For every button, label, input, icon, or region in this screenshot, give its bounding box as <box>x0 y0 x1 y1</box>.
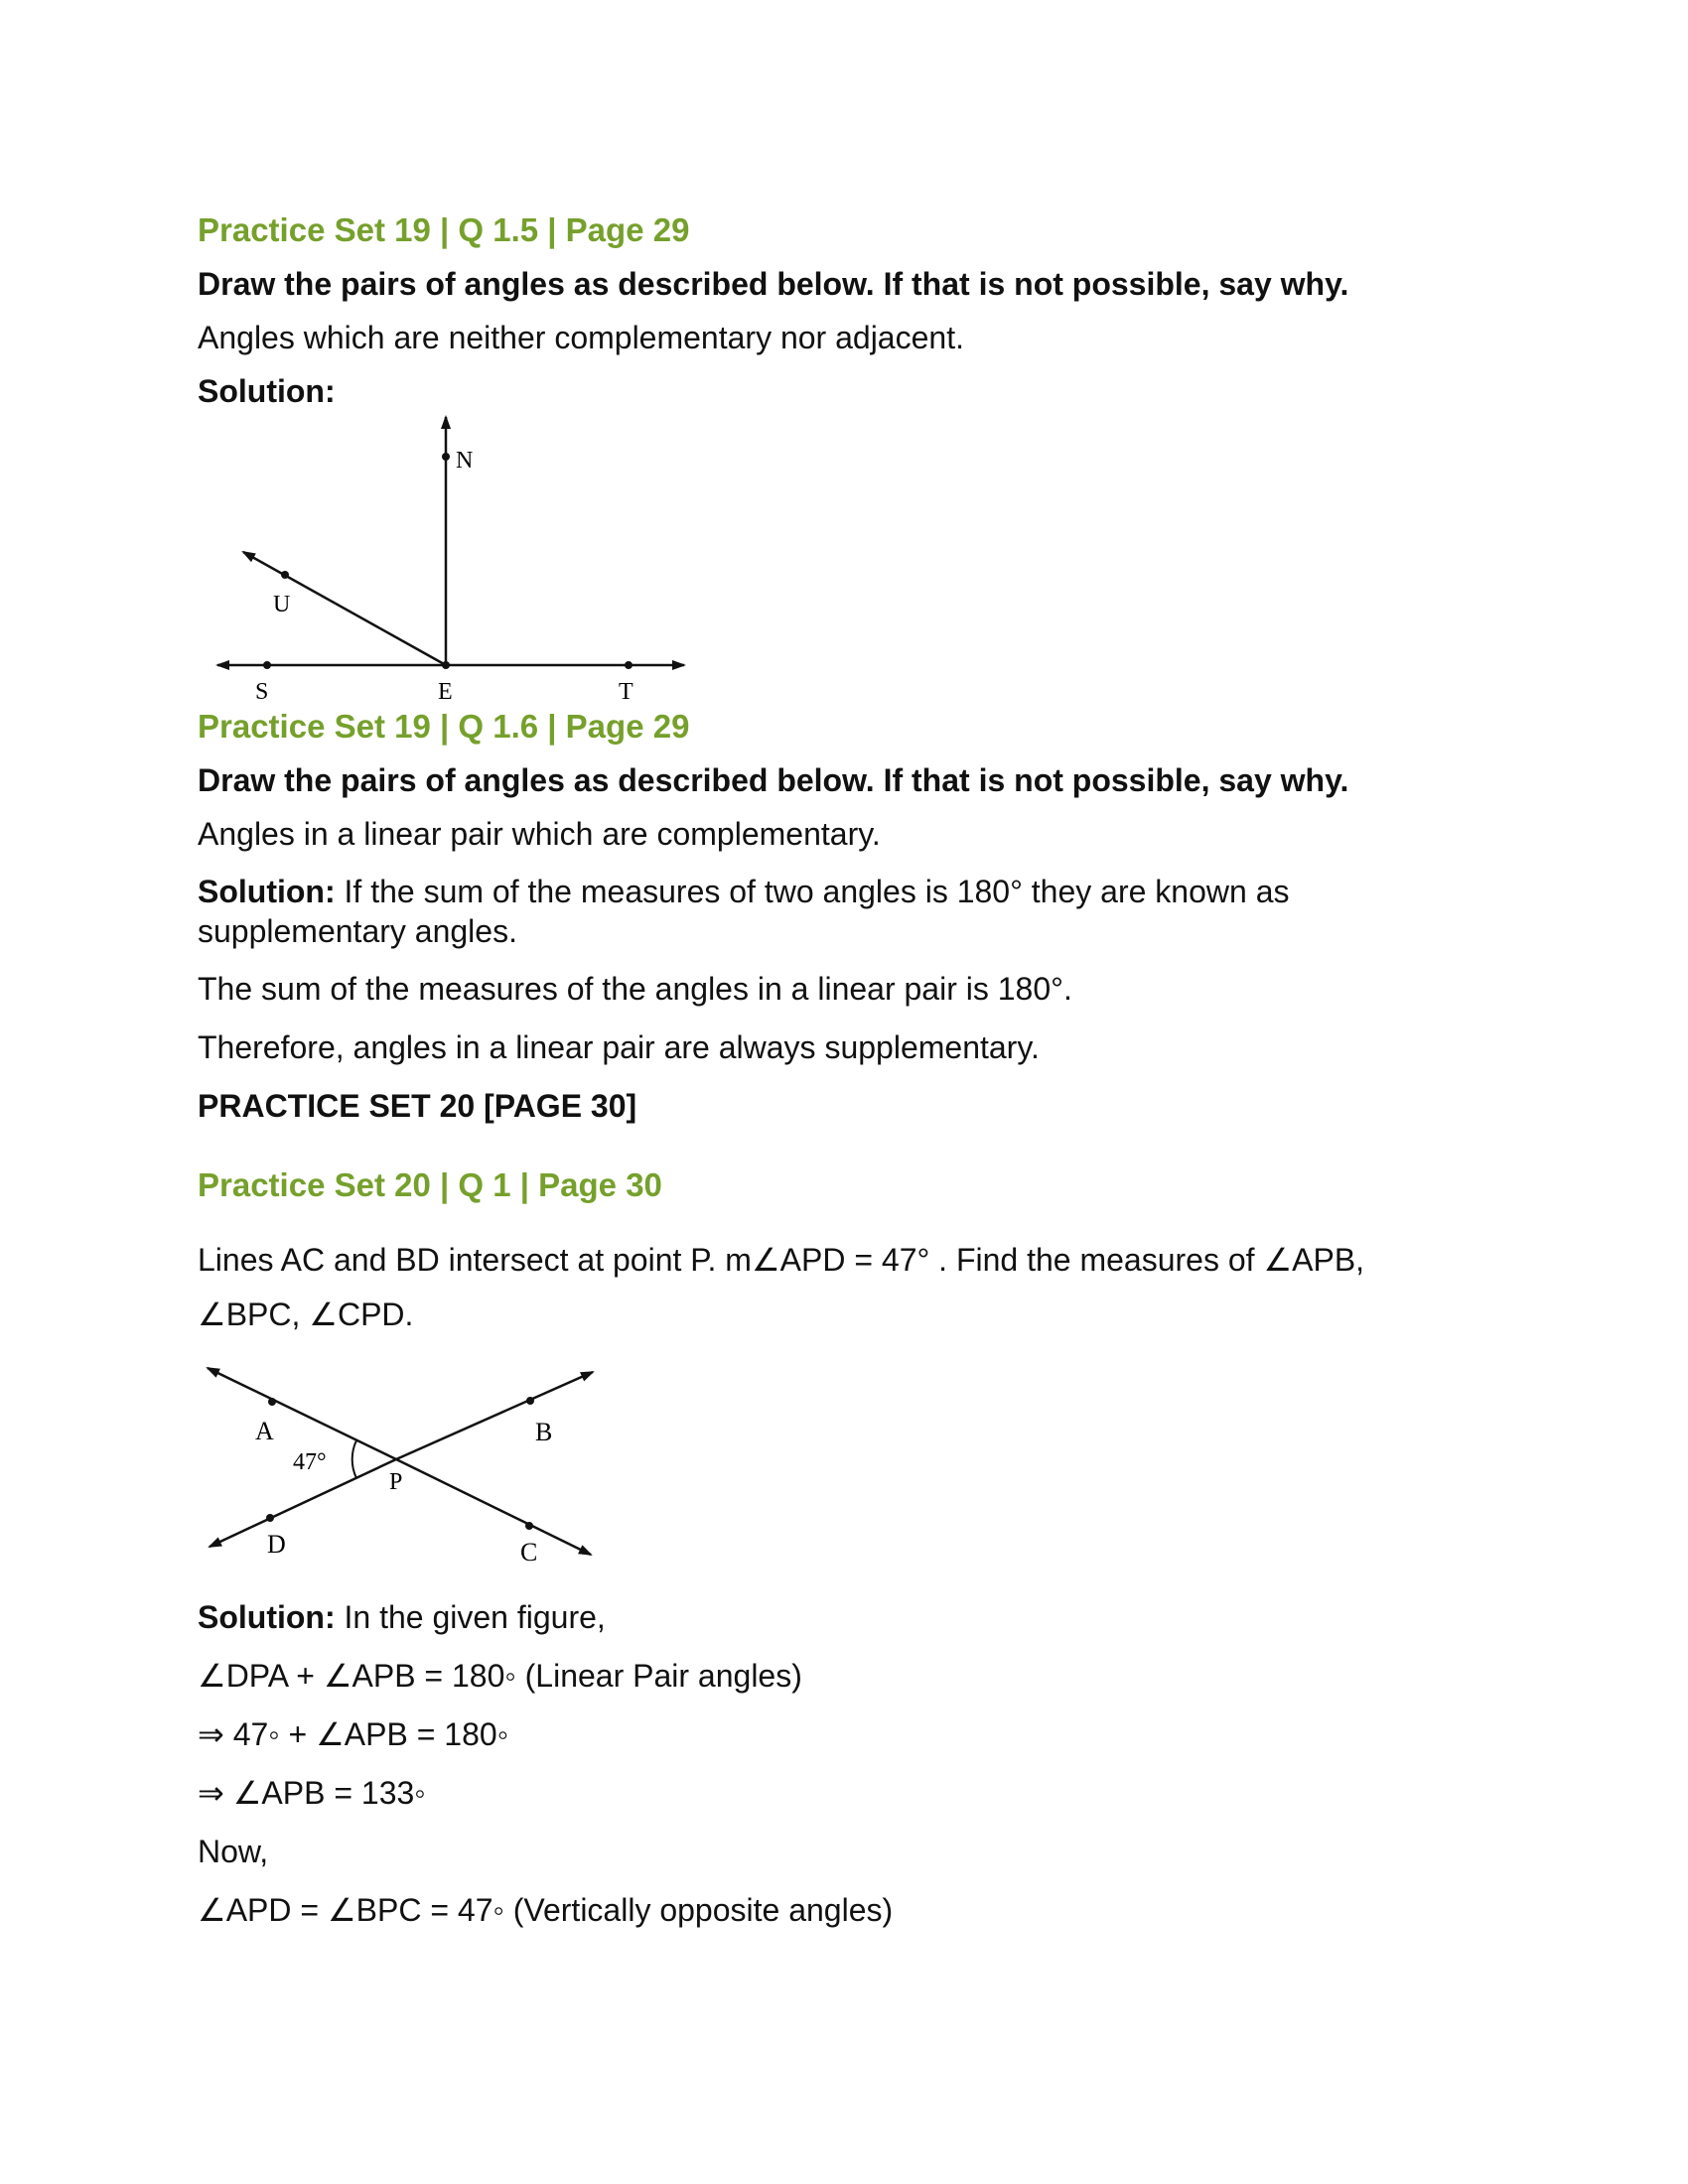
label-angle-47: 47° <box>293 1449 327 1475</box>
solution-step-3: ⇒ ∠APB = 133◦ <box>198 1775 426 1811</box>
question-prompt-1-5: Draw the pairs of angles as described below. If that is not possible, say why. <box>198 266 1349 302</box>
point-t <box>625 661 633 669</box>
label-p: P <box>389 1469 403 1495</box>
label-b: B <box>535 1418 553 1446</box>
figure-intersecting-lines <box>198 1352 634 1570</box>
question-heading-1-6: Practice Set 19 | Q 1.6 | Page 29 <box>198 708 690 745</box>
point-c <box>525 1522 533 1530</box>
solution-label-1-6: Solution: <box>198 874 336 909</box>
label-d: D <box>267 1530 286 1559</box>
line-bd-upper <box>396 1372 593 1459</box>
question-prompt-1-6: Draw the pairs of angles as described below. If that is not possible, say why. <box>198 762 1349 798</box>
solution-label-1-5: Solution: <box>198 373 336 409</box>
label-t: T <box>619 679 633 705</box>
solution-step-4: Now, <box>198 1834 269 1869</box>
point-u <box>281 571 289 579</box>
point-n <box>442 453 450 461</box>
question-statement-1-6: Angles in a linear pair which are complementary. <box>198 816 881 852</box>
solution-label-20-1: Solution: <box>198 1599 336 1635</box>
solution-line-2-1-6: The sum of the measures of the angles in a linear pair is 180°. <box>198 971 1072 1007</box>
question-heading-20-1: Practice Set 20 | Q 1 | Page 30 <box>198 1166 662 1203</box>
label-s: S <box>255 679 269 705</box>
point-e <box>442 661 450 669</box>
label-u: U <box>273 592 291 617</box>
question-statement-1-5: Angles which are neither complementary nor adjacent. <box>198 320 964 355</box>
point-a <box>268 1398 276 1406</box>
solution-step-2: ⇒ 47◦ + ∠APB = 180◦ <box>198 1716 509 1752</box>
section-title-set-20: PRACTICE SET 20 [PAGE 30] <box>198 1088 637 1124</box>
figure-angles-neither <box>198 405 714 713</box>
solution-intro-20-1: In the given figure, <box>335 1599 606 1635</box>
point-b <box>526 1397 534 1405</box>
solution-paragraph-1-6 <box>198 872 1389 951</box>
line-ac-upper <box>208 1368 396 1459</box>
line-ac-lower <box>396 1459 591 1555</box>
solution-step-5: ∠APD = ∠BPC = 47◦ (Vertically opposite angles) <box>198 1892 894 1928</box>
label-e: E <box>438 679 453 705</box>
question-statement-20-1-line1: Lines AC and BD intersect at point P. m∠APD = 47° . Find the measures of ∠APB, <box>198 1242 1365 1278</box>
solution-line-3-1-6: Therefore, angles in a linear pair are always supplementary. <box>198 1029 1040 1065</box>
angle-arc-apd <box>352 1440 356 1478</box>
point-d <box>266 1514 274 1522</box>
label-a: A <box>255 1417 274 1445</box>
solution-paragraph-20-1 <box>198 1597 606 1637</box>
solution-text-1-6: If the sum of the measures of two angles is 180° they are known as supplementary angles. <box>198 874 1290 949</box>
point-s <box>263 661 271 669</box>
label-n: N <box>456 448 474 474</box>
label-c: C <box>520 1538 538 1567</box>
solution-step-1: ∠DPA + ∠APB = 180◦ (Linear Pair angles) <box>198 1658 802 1694</box>
question-heading-1-5: Practice Set 19 | Q 1.5 | Page 29 <box>198 211 690 248</box>
question-statement-20-1-line2: ∠BPC, ∠CPD. <box>198 1297 414 1332</box>
